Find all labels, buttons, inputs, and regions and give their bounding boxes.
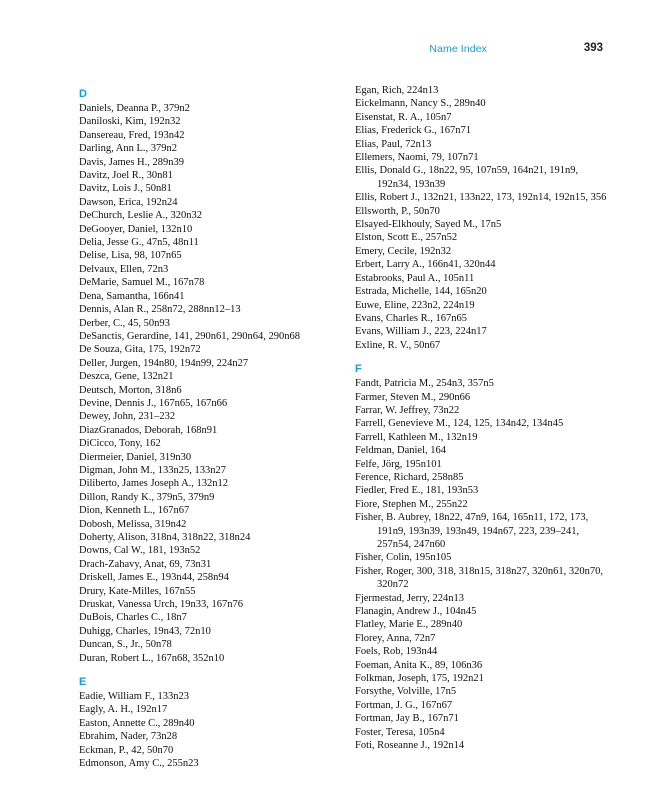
index-entry: Easton, Annette C., 289n40	[79, 717, 195, 729]
index-entry: Ellsworth, P., 50n70	[355, 205, 440, 217]
index-entry: Daniloski, Kim, 192n32	[79, 116, 181, 128]
index-entry: Egan, Rich, 224n13	[355, 85, 439, 96]
index-entry: Davitz, Lois J., 50n81	[79, 183, 172, 195]
index-entry: Davitz, Joel R., 30n81	[79, 170, 173, 182]
index-entry: Estabrooks, Paul A., 105n11	[355, 272, 475, 284]
index-entry: Elston, Scott E., 257n52	[355, 232, 458, 244]
index-entry: Fortman, J. G., 167n67	[355, 699, 453, 711]
index-entry: Flatley, Marie E., 289n40	[355, 619, 463, 631]
index-entry: Fisher, B. Aubrey, 18n22, 47n9, 164, 165n11, 172, 173, 191n9, 193n39, 193n49, 194n67, 223, 239–241, 257n54, 247n60	[355, 512, 589, 550]
index-entry: Doherty, Alison, 318n4, 318n22, 318n24	[79, 532, 251, 543]
index-letter-heading: E	[79, 676, 87, 689]
index-entry: Dewey, John, 231–232	[79, 411, 176, 423]
index-entry: Duncan, S., Jr., 50n78	[79, 639, 172, 651]
index-entry: Felfe, Jörg, 195n101	[355, 458, 442, 470]
index-entry: DeGooyer, Daniel, 132n10	[79, 223, 193, 235]
index-entry: Daniels, Deanna P., 379n2	[79, 103, 190, 114]
index-entry: Ellis, Robert J., 132n21, 133n22, 173, 192n14, 192n15, 356	[355, 192, 607, 204]
section-title: Name Index	[429, 43, 487, 55]
index-entry: Farrell, Genevieve M., 124, 125, 134n42, 134n45	[355, 418, 564, 430]
index-entry: Eickelmann, Nancy S., 289n40	[355, 98, 486, 110]
index-entry: Driskell, James E., 193n44, 258n94	[79, 572, 229, 584]
index-entry: Delvaux, Ellen, 72n3	[79, 263, 169, 275]
index-entry: Exline, R. V., 50n67	[355, 339, 441, 351]
index-entry: Davis, James H., 289n39	[79, 156, 184, 168]
index-entry: Druskat, Vanessa Urch, 19n33, 167n76	[79, 599, 243, 611]
index-entry: Foti, Roseanne J., 192n14	[355, 740, 465, 752]
index-entry: Farrar, W. Jeffrey, 73n22	[355, 404, 460, 416]
index-entry: Dawson, Erica, 192n24	[79, 196, 178, 208]
index-entry: Feldman, Daniel, 164	[355, 445, 446, 457]
index-entry: Edmonson, Amy C., 255n23	[79, 758, 199, 770]
index-entry: DeSanctis, Gerardine, 141, 290n61, 290n64, 290n68	[79, 330, 301, 342]
index-entry: Evans, William J., 223, 224n17	[355, 326, 487, 338]
index-entry: Elias, Paul, 72n13	[355, 138, 432, 150]
index-entry: Eadie, William F., 133n23	[79, 691, 189, 703]
index-entry: Foster, Teresa, 105n4	[355, 726, 445, 738]
index-entry: Dansereau, Fred, 193n42	[79, 129, 185, 141]
index-entry: Fisher, Roger, 300, 318, 318n15, 318n27, 320n61, 320n70, 320n72	[355, 565, 603, 591]
index-entry: Deutsch, Morton, 318n6	[79, 384, 182, 396]
index-entry: Euwe, Eline, 223n2, 224n19	[355, 299, 475, 311]
index-entry: Ellis, Donald G., 18n22, 95, 107n59, 164n21, 191n9, 192n34, 193n39	[355, 165, 579, 190]
index-letter-heading: D	[79, 88, 87, 100]
index-entry: Digman, John M., 133n25, 133n27	[79, 464, 226, 476]
index-entry: Fiore, Stephen M., 255n22	[355, 498, 468, 510]
index-entry: Deller, Jurgen, 194n80, 194n99, 224n27	[79, 357, 249, 369]
index-entry: Dion, Kenneth L., 167n67	[79, 505, 190, 517]
running-head	[0, 43, 645, 59]
index-entry: Duran, Robert L., 167n68, 352n10	[79, 652, 225, 664]
index-entry: Fiedler, Fred E., 181, 193n53	[355, 485, 479, 497]
index-entry: Dobosh, Melissa, 319n42	[79, 518, 187, 530]
index-entry: Drach-Zahavy, Anat, 69, 73n31	[79, 558, 212, 570]
index-entry: Flanagin, Andrew J., 104n45	[355, 606, 477, 618]
index-entry: Fortman, Jay B., 167n71	[355, 713, 459, 725]
index-entry: DeMarie, Samuel M., 167n78	[79, 277, 205, 289]
index-entry: Drury, Kate-Milles, 167n55	[79, 585, 196, 597]
index-column-right	[355, 84, 610, 753]
index-entry: Eckman, P., 42, 50n70	[79, 744, 174, 756]
index-entry: DiazGranados, Deborah, 168n91	[79, 424, 218, 436]
page-number: 393	[583, 42, 603, 54]
index-entry: Erbert, Larry A., 166n41, 320n44	[355, 259, 496, 271]
index-entry: Forsythe, Volville, 17n5	[355, 686, 457, 698]
index-entry: Dena, Samantha, 166n41	[79, 290, 185, 302]
index-entry: Devine, Dennis J., 167n65, 167n66	[79, 397, 228, 409]
index-entry: Derber, C., 45, 50n93	[79, 317, 170, 329]
index-entry: DeChurch, Leslie A., 320n32	[79, 210, 203, 222]
index-entry: Eisenstat, R. A., 105n7	[355, 111, 452, 123]
index-entry: Darling, Ann L., 379n2	[79, 143, 177, 155]
index-entry: Estrada, Michelle, 144, 165n20	[355, 286, 487, 298]
index-entry: Elias, Frederick G., 167n71	[355, 125, 472, 137]
index-entry: Foeman, Anita K., 89, 106n36	[355, 659, 483, 671]
index-entry: Elsayed-Elkhouly, Sayed M., 17n5	[355, 219, 502, 231]
index-entry: DiCicco, Tony, 162	[79, 438, 161, 450]
index-column-left	[79, 84, 334, 771]
index-entry: De Souza, Gita, 175, 192n72	[79, 344, 201, 356]
index-entry: Diermeier, Daniel, 319n30	[79, 451, 192, 463]
index-entry: Downs, Cal W., 181, 193n52	[79, 545, 201, 557]
index-entry: Fisher, Colin, 195n105	[355, 552, 452, 564]
index-entry: Foels, Rob, 193n44	[355, 646, 438, 658]
index-entry: Fandt, Patricia M., 254n3, 357n5	[355, 378, 494, 390]
index-entry: Ellemers, Naomi, 79, 107n71	[355, 152, 479, 164]
index-letter-heading: F	[355, 363, 362, 376]
index-entry: Fjermestad, Jerry, 224n13	[355, 592, 464, 604]
index-entry: Diliberto, James Joseph A., 132n12	[79, 478, 229, 490]
index-entry: Folkman, Joseph, 175, 192n21	[355, 673, 484, 685]
index-entry: Delia, Jesse G., 47n5, 48n11	[79, 237, 199, 249]
index-entry: Emery, Cecile, 192n32	[355, 245, 452, 257]
index-entry: Dillon, Randy K., 379n5, 379n9	[79, 491, 215, 503]
index-entry: Farmer, Steven M., 290n66	[355, 391, 471, 403]
index-entry: Deszca, Gene, 132n21	[79, 371, 174, 383]
index-entry: Ference, Richard, 258n85	[355, 471, 464, 483]
index-entry: Eagly, A. H., 192n17	[79, 704, 168, 716]
index-entry: Dennis, Alan R., 258n72, 288nn12–13	[79, 304, 241, 316]
index-entry: DuBois, Charles C., 18n7	[79, 612, 187, 624]
index-entry: Duhigg, Charles, 19n43, 72n10	[79, 625, 211, 637]
index-entry: Florey, Anna, 72n7	[355, 632, 436, 644]
index-entry: Delise, Lisa, 98, 107n65	[79, 250, 182, 262]
index-entry: Ebrahim, Nader, 73n28	[79, 731, 178, 743]
index-entry: Evans, Charles R., 167n65	[355, 312, 467, 324]
index-entry: Farrell, Kathleen M., 132n19	[355, 431, 478, 443]
